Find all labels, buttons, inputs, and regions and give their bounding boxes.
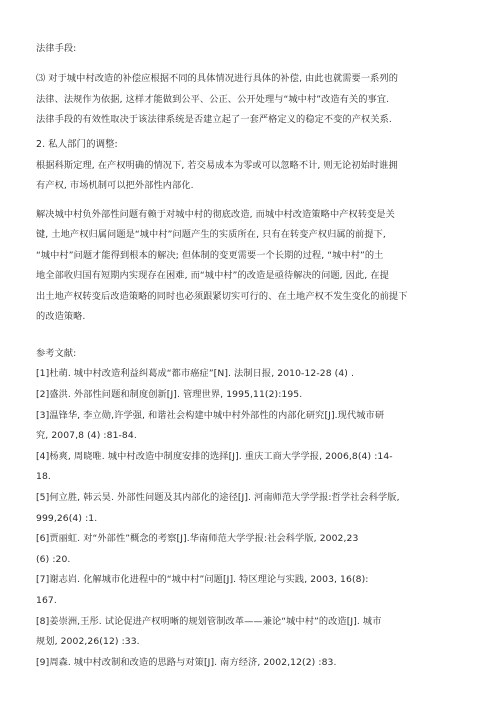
solution-paragraph-line-1: 解决城中村负外部性问题有赖于对城中村的彻底改造, 而城中村改造策略中产权转变是关 — [36, 209, 395, 220]
references-heading: 参考文献: — [36, 348, 77, 359]
legal-means-label: 法律手段: — [36, 43, 77, 54]
reference-7-line-1: [7]谢志岿. 化解城市化进程中的“城中村”问题[J]. 特区理论与实践, 2003, 16(8): — [36, 574, 369, 585]
reference-3-line-2: 究, 2007,8 (4) :81-84. — [36, 430, 137, 441]
solution-paragraph-line-2: 键, 土地产权归属问题是“城中村”问题产生的实质所在, 只有在转变产权归属的前提下, — [36, 229, 386, 240]
reference-5-line-1: [5]何立胜, 韩云昊. 外部性问题及其内部化的途径[J]. 河南师范大学学报:哲学社会科学版, — [36, 492, 400, 503]
paragraph-3-line-2: 法律、法规作为依据, 这样才能做到公平、公正、公开处理与“城中村”改造有关的事宜. — [36, 94, 390, 105]
reference-7-line-2: 167. — [36, 595, 57, 606]
solution-paragraph-line-3: “城中村”问题才能得到根本的解决; 但体制的变更需要一个长期的过程, “城中村”的土 — [36, 250, 384, 261]
section-2-heading: 2. 私人部门的调整: — [36, 139, 118, 150]
coase-paragraph-line-1: 根据科斯定理, 在产权明确的情况下, 若交易成本为零或可以忽略不计, 则无论初始时谁拥 — [36, 160, 398, 171]
reference-9: [9]周森. 城中村改制和改造的思路与对策[J]. 南方经济, 2002,12(2) :83. — [36, 657, 337, 668]
reference-4-line-1: [4]杨爽, 周晓唯. 城中村改造中制度安排的选择[J]. 重庆工商大学学报, 2006,8(4) :14- — [36, 451, 393, 462]
reference-2: [2]盛洪. 外部性问题和制度创新[J]. 管理世界, 1995,11(2):195. — [36, 389, 303, 400]
paragraph-3-line-3: 法律手段的有效性取决于该法律系统是否建立起了一套严格定义的稳定不变的产权关系. — [36, 114, 392, 125]
reference-8-line-2: 规划, 2002,26(12) :33. — [36, 636, 140, 647]
solution-paragraph-line-6: 的改造策略. — [36, 311, 86, 322]
coase-paragraph-line-2: 有产权, 市场机制可以把外部性内部化. — [36, 180, 194, 191]
reference-6-line-1: [6]贾丽虹. 对“外部性”概念的考察[J].华南师范大学学报:社会科学版, 2002,23 — [36, 533, 359, 544]
reference-3-line-1: [3]温锋华, 李立勋,许学强, 和谐社会构建中城中村外部性的内部化研究[J].现代城市研 — [36, 410, 385, 421]
reference-1: [1]杜萌. 城中村改造利益纠葛成“都市癌症”[N]. 法制日报, 2010-12-28 (4) . — [36, 368, 355, 379]
paragraph-3-line-1: ⑶ 对于城中村改造的补偿应根据不同的具体情况进行具体的补偿, 由此也就需要一系列的 — [36, 73, 398, 84]
reference-4-line-2: 18. — [36, 471, 51, 482]
solution-paragraph-line-5: 出土地产权转变后改造策略的同时也必须跟紧切实可行的、在土地产权不发生变化的前提下 — [36, 291, 408, 302]
solution-paragraph-line-4: 地全部收归国有短期内实现存在困难, 而“城中村”的改造是亟待解决的问题, 因此, 在提 — [36, 270, 389, 281]
reference-6-line-2: (6) :20. — [36, 554, 71, 565]
reference-8-line-1: [8]姜崇洲,王彤. 试论促进产权明晰的规划管制改革——兼论“城中村”的改造[J]. 城市 — [36, 616, 382, 627]
reference-5-line-2: 999,26(4) :1. — [36, 513, 98, 524]
